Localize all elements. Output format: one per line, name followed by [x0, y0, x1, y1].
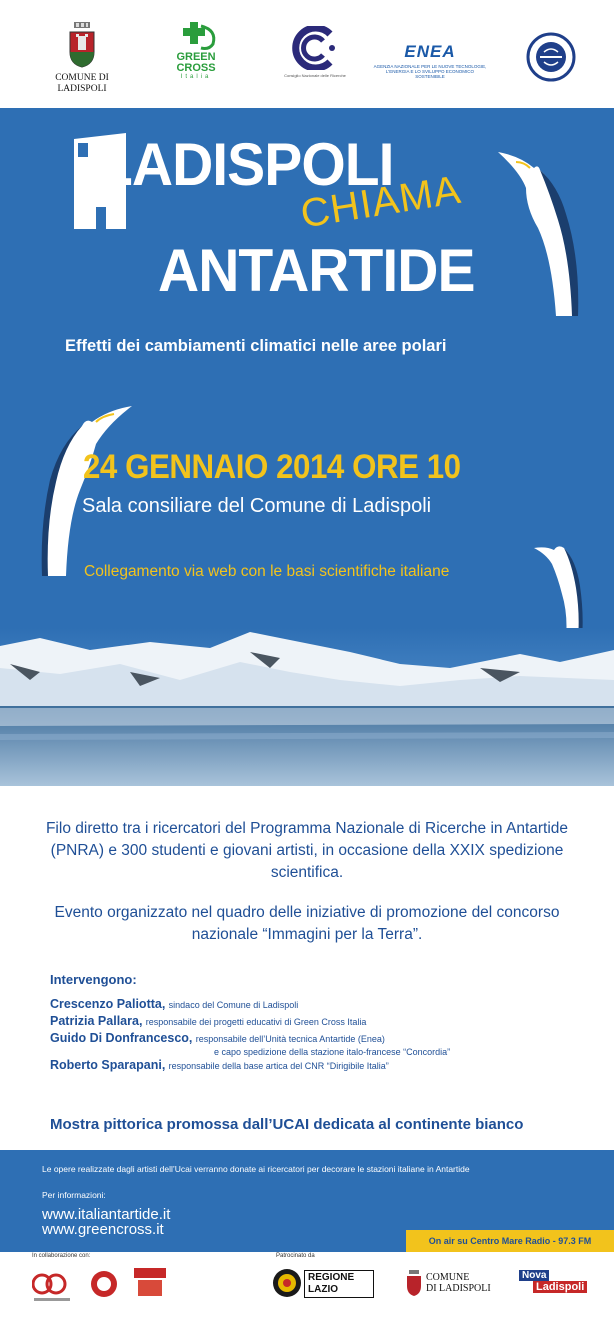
radio-banner: On air su Centro Mare Radio - 97.3 FM: [406, 1230, 614, 1252]
speaker-name: Guido Di Donfrancesco,: [50, 1031, 193, 1045]
partner-badge-icon: [90, 1270, 118, 1298]
comune-bottom-logo: [426, 1272, 491, 1294]
ladispoli-word: Ladispoli: [533, 1281, 587, 1293]
enea-logo: [372, 42, 488, 79]
speaker-item: [50, 1013, 590, 1030]
penguin-icon-left: [38, 404, 134, 580]
event-poster: [0, 108, 614, 628]
website-link-greencross[interactable]: www.greencross.it: [42, 1221, 164, 1238]
patronage-label: Patrocinato da: [276, 1253, 315, 1259]
green-cross-line2: CROSS: [176, 62, 216, 74]
ucai-logo-icon: [32, 1270, 72, 1306]
speaker-role: responsabile della base artica del CNR “Dirigibile Italia”: [168, 1061, 389, 1071]
penguin-icon-small: [532, 538, 588, 628]
speaker-name: Roberto Sparapani,: [50, 1058, 166, 1072]
speaker-role: sindaco del Comune di Ladispoli: [168, 1000, 299, 1010]
green-cross-logo: [168, 22, 224, 80]
regione-lazio-logo: [304, 1270, 374, 1298]
web-link-note: Collegamento via web con le basi scientifiche italiane: [84, 563, 450, 580]
event-date: 24 GENNAIO 2014 ORE 10: [83, 448, 461, 486]
donation-note: Le opere realizzate dagli artisti dell’Ucai verranno donate ai ricercatori per decorare le stazioni italiane in Antartide: [42, 1164, 470, 1174]
speaker-name: Patrizia Pallara,: [50, 1014, 143, 1028]
exhibition-note: Mostra pittorica promossa dall’UCAI dedicata al continente bianco: [50, 1116, 524, 1133]
comune-bottom-line2: DI LADISPOLI: [426, 1283, 491, 1294]
intro-paragraph: Filo diretto tra i ricercatori del Programma Nazionale di Ricerche in Antartide (PNRA) e 300 studenti e giovani artisti, in occasione della XXIX spedizione scientifica.: [45, 820, 569, 881]
speakers-heading: Intervengono:: [50, 972, 137, 987]
title-antartide: ANTARTIDE: [158, 237, 475, 304]
speakers-section: [50, 972, 590, 1074]
comune-caption: COMUNE DI LADISPOLI: [55, 73, 109, 94]
green-cross-sub: Italia: [180, 74, 212, 80]
regione-lazio-emblem-icon: [272, 1268, 302, 1298]
green-cross-line1: GREEN: [176, 51, 216, 63]
top-logo-strip: [0, 0, 614, 108]
comune-ladispoli-logo: [50, 22, 114, 95]
collaboration-label: In collaborazione con:: [32, 1253, 91, 1259]
pnra-seal-logo: [526, 32, 576, 82]
cnr-caption: Consiglio Nazionale delle Ricerche: [284, 73, 346, 78]
regione-line2: LAZIO: [308, 1284, 338, 1295]
nova-ladispoli-logo: [519, 1268, 597, 1298]
coat-of-arms-icon: [67, 22, 97, 68]
antarctic-landscape-image: [0, 628, 614, 786]
penguin-icon-right: [496, 148, 586, 316]
title-ladispoli: LADISPOLI: [98, 131, 394, 198]
comune-bottom-line1: COMUNE: [426, 1272, 470, 1283]
pnra-seal-icon: [526, 32, 576, 82]
partner-logo-icon: [134, 1268, 166, 1298]
green-cross-icon: [173, 22, 219, 52]
website-link-italiantartide[interactable]: www.italiantartide.it: [42, 1206, 171, 1223]
comune-crest-icon: [406, 1270, 422, 1296]
speaker-item: [50, 1030, 590, 1057]
speaker-role: responsabile dell’Unità tecnica Antartide (Enea): [195, 1034, 385, 1044]
organization-paragraph: Evento organizzato nel quadro delle iniziative di promozione del concorso nazionale “Immagini per la Terra”.: [54, 904, 560, 943]
speaker-role: responsabile dei progetti educativi di Green Cross Italia: [145, 1017, 367, 1027]
regione-line1: REGIONE: [308, 1272, 355, 1283]
speaker-item: [50, 1057, 590, 1074]
info-label: Per informazioni:: [42, 1190, 106, 1200]
event-venue: Sala consiliare del Comune di Ladispoli: [82, 495, 432, 517]
speaker-role-continued: e capo spedizione della stazione italo-francese “Concordia”: [214, 1047, 451, 1057]
enea-wordmark: ENEA: [404, 42, 456, 61]
nova-word: Nova: [519, 1270, 549, 1281]
speaker-item: [50, 996, 590, 1013]
cnr-logo: [280, 26, 350, 78]
speaker-name: Crescenzo Paliotta,: [50, 997, 166, 1011]
cnr-icon: [290, 26, 340, 70]
poster-subtitle: Effetti dei cambiamenti climatici nelle aree polari: [65, 337, 447, 355]
enea-subtitle: AGENZIA NAZIONALE PER LE NUOVE TECNOLOGIE, L'ENERGIA E LO SVILUPPO ECONOMICO SOSTENIBILE: [373, 64, 487, 79]
title-chiama: CHIAMA: [297, 167, 465, 237]
sponsor-strip: [0, 1252, 614, 1320]
